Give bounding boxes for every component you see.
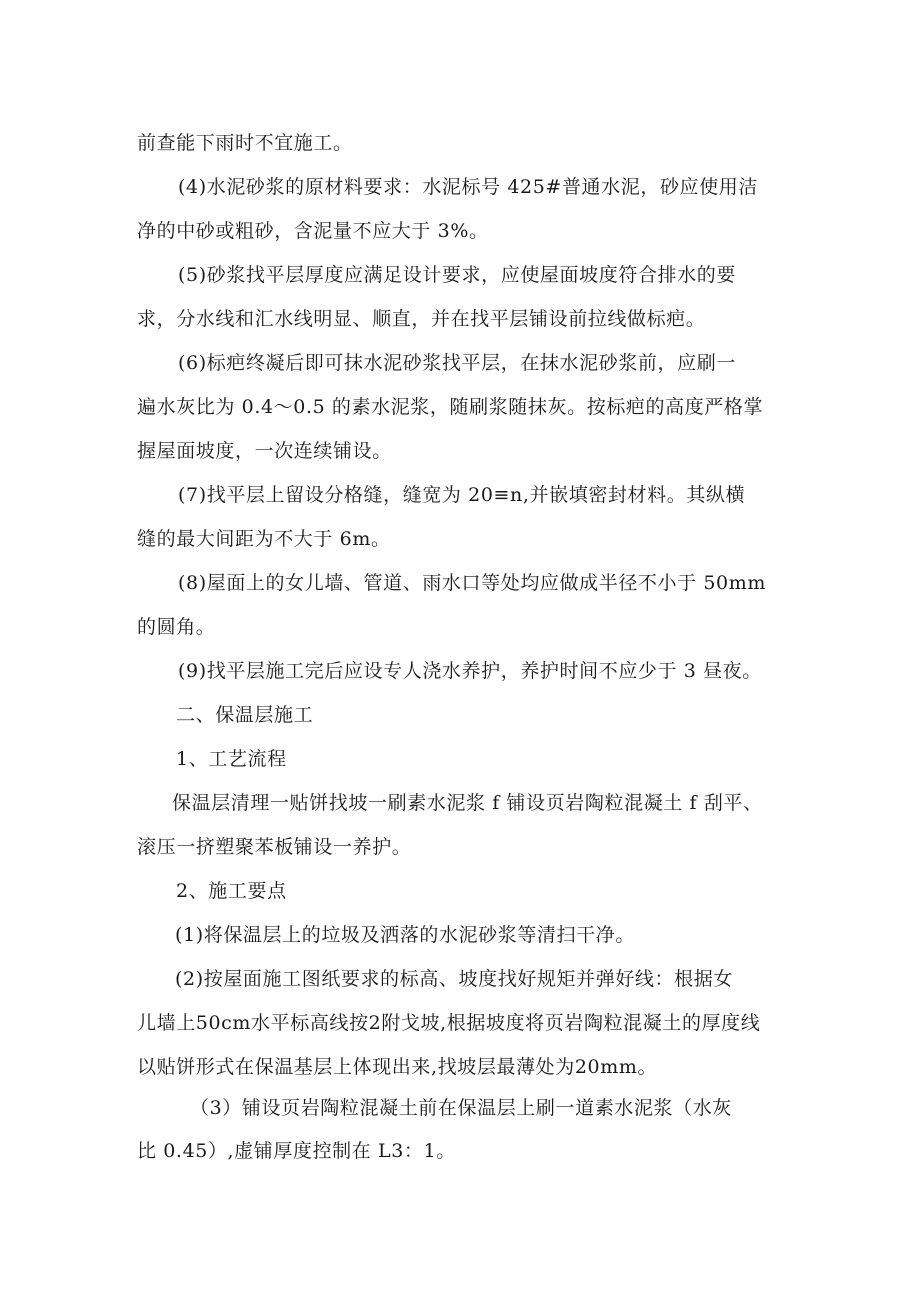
paragraph-line-5: 求，分水线和汇水线明显、顺直，并在找平层铺设前拉线做标疤。 bbox=[137, 308, 706, 330]
paragraph-line-1: 前查能下雨时不宜施工。 bbox=[137, 132, 353, 154]
paragraph-line-21: 比 0.45）,虚铺厚度控制在 L3：1。 bbox=[137, 1140, 456, 1162]
paragraph-line-16: (1)将保温层上的垃圾及洒落的水泥砂浆等清扫干净。 bbox=[175, 924, 635, 946]
paragraph-line-2: (4)水泥砂浆的原材料要求：水泥标号 425#普通水泥，砂应使用洁 bbox=[178, 176, 758, 198]
paragraph-line-14: 保温层清理一贴饼找坡一刷素水泥浆 f 铺设页岩陶粒混凝土 f 刮平、 bbox=[172, 792, 763, 814]
paragraph-line-3: 净的中砂或粗砂，含泥量不应大于 3%。 bbox=[137, 220, 489, 242]
paragraph-line-10: 缝的最大间距为不大于 6m。 bbox=[137, 528, 391, 550]
paragraph-line-9: (7)找平层上留设分格缝，缝宽为 20≡n,并嵌填密封材料。其纵横 bbox=[178, 484, 746, 506]
section-heading: 二、保温层施工 bbox=[176, 704, 314, 726]
paragraph-line-20: （3）铺设页岩陶粒混凝土前在保温层上刷一道素水泥浆（水灰 bbox=[190, 1097, 732, 1119]
paragraph-line-15: 滚压一挤塑聚苯板铺设一养护。 bbox=[137, 836, 412, 858]
subsection-heading-2: 2、施工要点 bbox=[176, 880, 287, 902]
paragraph-line-17: (2)按屋面施工图纸要求的标高、坡度找好规矩并弹好线：根据女 bbox=[175, 968, 733, 990]
paragraph-line-6: (6)标疤终凝后即可抹水泥砂浆找平层，在抹水泥砂浆前，应刷一 bbox=[178, 352, 736, 374]
paragraph-line-11: (8)屋面上的女儿墙、管道、雨水口等处均应做成半径不小于 50mm bbox=[178, 572, 766, 594]
subsection-heading-1: 1、工艺流程 bbox=[176, 748, 287, 770]
paragraph-line-8: 握屋面坡度，一次连续铺设。 bbox=[137, 440, 392, 462]
paragraph-line-4: (5)砂浆找平层厚度应满足设计要求，应使屋面坡度符合排水的要 bbox=[178, 264, 736, 286]
paragraph-line-19: 以贴饼形式在保温基层上体现出来,找坡层最薄处为20mm。 bbox=[137, 1056, 658, 1078]
paragraph-line-7: 遍水灰比为 0.4～0.5 的素水泥浆，随刷浆随抹灰。按标疤的高度严格掌 bbox=[137, 396, 764, 418]
paragraph-line-18: 儿墙上50cm水平标高线按2附戈坡,根据坡度将页岩陶粒混凝土的厚度线 bbox=[137, 1012, 761, 1034]
paragraph-line-12: 的圆角。 bbox=[137, 616, 216, 638]
paragraph-line-13: (9)找平层施工完后应设专人浇水养护，养护时间不应少于 3 昼夜。 bbox=[178, 660, 762, 682]
